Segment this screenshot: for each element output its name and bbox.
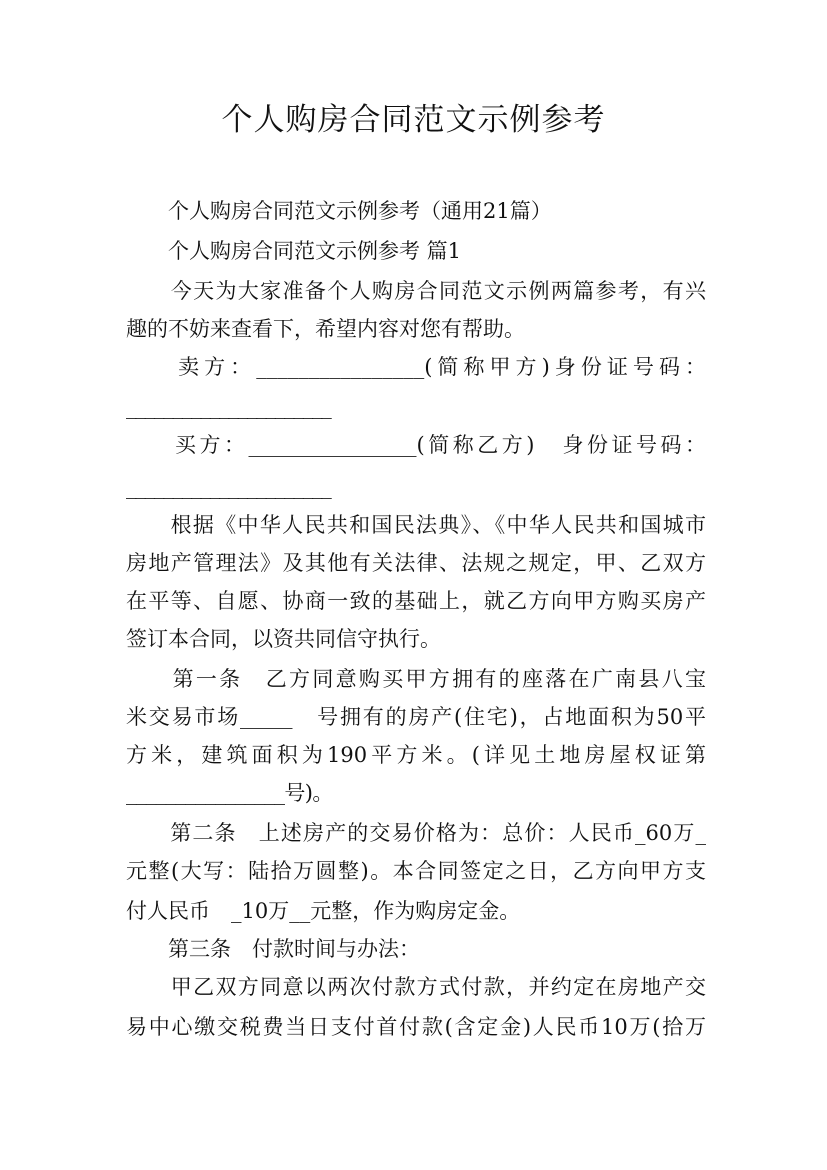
article-1-line-2: 米交易市场_____ 号拥有的房产(住宅)，占地面积为50平 (126, 705, 706, 729)
article-3-heading: 第三条 付款时间与办法： (126, 937, 420, 961)
doc-line-12: 签订本合同，以资共同信守执行。 (126, 627, 441, 651)
article-2-line-3: 付人民币 _10万__元整，作为购房定金。 (126, 899, 521, 923)
doc-line-1: 个人购房合同范文示例参考（通用21篇） (126, 199, 552, 223)
article-3-line-2: 易中心缴交税费当日支付首付款(含定金)人民币10万(拾万 (126, 1015, 706, 1039)
article-3-line-1: 甲乙双方同意以两次付款方式付款，并约定在房地产交 (126, 975, 706, 999)
article-1-line-4: ________________号)。 (126, 781, 333, 805)
doc-line-2: 个人购房合同范文示例参考 篇1 (126, 239, 462, 263)
doc-line-10: 房地产管理法》及其他有关法律、法规之规定，甲、乙双方 (126, 551, 706, 575)
article-1-line-1: 第一条 乙方同意购买甲方拥有的座落在广南县八宝 (126, 667, 706, 691)
doc-line-9: 根据《中华人民共和国民法典》、《中华人民共和国城市 (126, 513, 706, 537)
buyer-id-blank: ______________________ (126, 475, 331, 499)
article-1-line-3: 方米，建筑面积为190平方米。(详见土地房屋权证第 (126, 743, 706, 767)
seller-line: 卖方：________________(简称甲方)身份证号码： (126, 355, 706, 379)
doc-line-4: 趣的不妨来查看下，希望内容对您有帮助。 (126, 317, 525, 341)
doc-line-3: 今天为大家准备个人购房合同范文示例两篇参考，有兴 (126, 279, 706, 303)
buyer-line: 买方：________________(简称乙方) 身份证号码： (126, 433, 706, 457)
article-2-line-1: 第二条 上述房产的交易价格为：总价：人民币_60万_ (126, 821, 706, 845)
seller-id-blank: ______________________ (126, 395, 331, 419)
doc-line-11: 在平等、自愿、协商一致的基础上，就乙方向甲方购买房产 (126, 589, 706, 613)
document-title: 个人购房合同范文示例参考 (221, 102, 606, 138)
article-2-line-2: 元整(大写：陆拾万圆整)。本合同签定之日，乙方向甲方支 (126, 859, 706, 883)
